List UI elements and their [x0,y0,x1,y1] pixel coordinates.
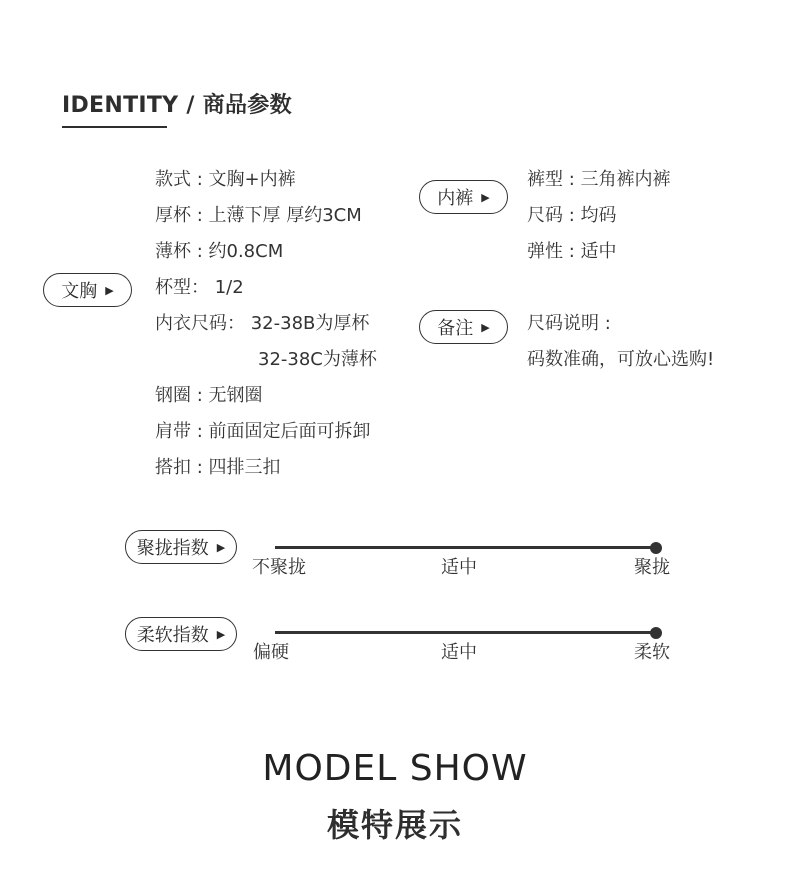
softness-index-tag [125,617,237,651]
panty-tag [419,180,508,214]
note-size-text: 码数准确，可放心选购! [527,349,715,370]
softness-scale-mid: 适中 [441,642,477,663]
bra-spec-thick-cup: 厚杯 : 上薄下厚 厚约3CM [155,205,362,226]
bra-spec-size: 内衣尺码： 32-38B为厚杯 [155,313,370,334]
bra-spec-style: 款式 : 文胸+内裤 [155,169,296,190]
title-en: IDENTITY [62,93,179,118]
bra-spec-size-thin: 32-38C为薄杯 [258,349,377,370]
triangle-right-icon: ▶ [216,540,226,554]
note-size-title: 尺码说明 : [527,313,611,334]
bra-spec-strap: 肩带 : 前面固定后面可拆卸 [155,421,371,442]
triangle-right-icon: ▶ [105,283,114,297]
pushup-index-label: 聚拢指数 [136,538,209,559]
triangle-right-icon: ▶ [481,320,490,334]
page-title [62,88,292,119]
model-show-title-cn: 模特展示 [326,806,463,844]
pushup-index-track [275,546,656,549]
triangle-right-icon: ▶ [481,190,490,204]
bra-tag [43,273,132,307]
pushup-index-marker [650,542,662,554]
pushup-scale-high: 聚拢 [634,557,670,578]
model-show-title-en: MODEL SHOW [262,748,528,789]
softness-index-marker [650,627,662,639]
bra-spec-thin-cup: 薄杯 : 约0.8CM [155,241,284,262]
panty-tag-label: 内裤 [437,188,474,209]
pushup-scale-low: 不聚拢 [252,557,306,578]
softness-index-track [275,631,656,634]
note-tag-label: 备注 [437,318,474,339]
panty-spec-type: 裤型 : 三角裤内裤 [527,169,671,190]
title-underline [62,126,167,128]
title-cn: 商品参数 [202,93,292,118]
pushup-index-tag [125,530,237,564]
softness-scale-low: 偏硬 [253,642,289,663]
note-tag [419,310,508,344]
triangle-right-icon: ▶ [216,627,226,641]
bra-spec-hook: 搭扣 : 四排三扣 [155,457,281,478]
panty-spec-elasticity: 弹性 : 适中 [527,241,617,262]
title-separator: / [178,93,203,118]
softness-index-label: 柔软指数 [136,625,209,646]
softness-scale-high: 柔软 [634,642,670,663]
panty-spec-size: 尺码 : 均码 [527,205,617,226]
pushup-scale-mid: 适中 [441,557,477,578]
bra-tag-label: 文胸 [61,281,98,302]
bra-spec-wire: 钢圈 : 无钢圈 [155,385,263,406]
bra-spec-cup-shape: 杯型： 1/2 [155,277,244,298]
